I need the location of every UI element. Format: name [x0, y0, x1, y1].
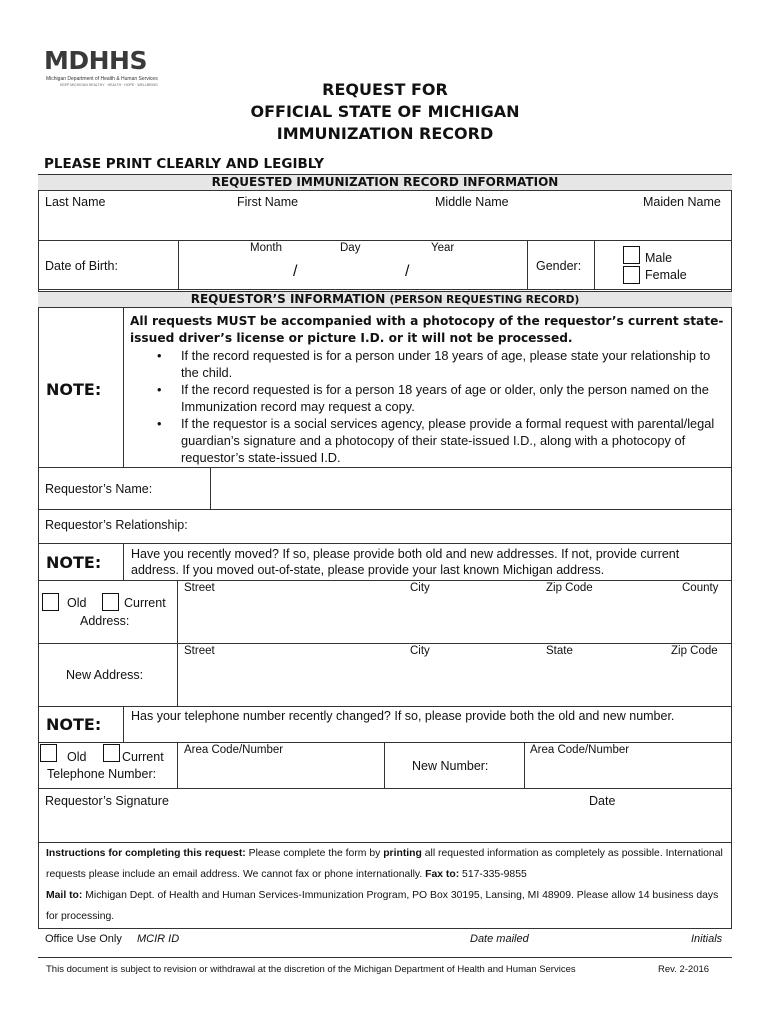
new-number-label: New Number:	[412, 759, 489, 773]
old-phone-label: Old	[67, 750, 87, 764]
phone-note-label: NOTE:	[46, 715, 102, 734]
form-title	[200, 79, 570, 145]
note-bullet-list	[130, 347, 730, 466]
note-bullet-18-or-older: • If the record requested is for a person 18 years of age or older, only the person named on the Immunization record may request a copy.	[130, 381, 730, 415]
old-street-label: Street	[184, 582, 215, 594]
address-label: Address:	[80, 614, 130, 628]
id-note-label: NOTE:	[46, 380, 102, 399]
id-requirement-note	[130, 313, 730, 466]
requestor-relationship-input[interactable]	[206, 511, 730, 542]
instructions-block	[46, 843, 730, 927]
male-label: Male	[645, 251, 673, 265]
old-address-label: Old	[67, 596, 87, 610]
gender-label: Gender:	[536, 259, 582, 273]
logo-subtitle: Michigan Department of Health & Human Services	[46, 76, 158, 82]
month-label: Month	[250, 242, 282, 254]
printing-emphasis: printing	[383, 848, 422, 859]
current-phone-label: Current	[122, 750, 164, 764]
logo-tagline: KEEP MICHIGAN HEALTHY · HEALTH · HOPE · WELLBEING	[60, 83, 158, 87]
table-right-border	[731, 174, 732, 929]
last-name-label: Last Name	[45, 195, 106, 209]
signature-date-label: Date	[589, 794, 616, 808]
title-line-2: OFFICIAL STATE OF MICHIGAN	[250, 102, 520, 121]
mcir-id-label: MCIR ID	[137, 933, 180, 945]
date-of-birth-label: Date of Birth:	[45, 259, 118, 273]
old-city-label: City	[410, 582, 430, 594]
title-line-3: IMMUNIZATION RECORD	[276, 124, 494, 143]
middle-name-label: Middle Name	[435, 195, 509, 209]
old-area-code-number-label: Area Code/Number	[184, 744, 284, 756]
new-address-label: New Address:	[66, 668, 144, 682]
old-address-checkbox[interactable]	[42, 593, 59, 611]
note-bullet-social-services: • If the requestor is a social services agency, please provide a formal request with parental/legal guardian’s signature and a photocopy of their state-issued I.D., along with a photocopy of requestor’s state-issued I.D.	[130, 415, 730, 466]
old-zip-code-label: Zip Code	[546, 582, 593, 594]
requestor-name-input[interactable]	[212, 469, 730, 508]
new-street-label: Street	[184, 645, 215, 657]
note-bullet-under-18: • If the record requested is for a person under 18 years of age, please state your relationship to the child.	[130, 347, 730, 381]
footer-disclaimer: This document is subject to revision or withdrawal at the discretion of the Michigan Department of Health and Human Services	[46, 964, 576, 975]
current-phone-checkbox[interactable]	[103, 744, 120, 762]
new-area-code-number-label: Area Code/Number	[530, 744, 630, 756]
maiden-name-label: Maiden Name	[643, 195, 721, 209]
instructions-label: Instructions for completing this request:	[46, 848, 246, 859]
mail-paragraph	[46, 885, 730, 927]
requestor-relationship-label: Requestor’s Relationship:	[45, 518, 188, 532]
old-current-phone-input[interactable]	[180, 759, 380, 787]
mail-address: Michigan Dept. of Health and Human Services-Immunization Program, PO Box 30195, Lansing, MI 48909. Please allow 14 business days for processing.	[46, 890, 719, 922]
date-mailed-label: Date mailed	[470, 933, 529, 945]
record-section-header: REQUESTED IMMUNIZATION RECORD INFORMATION	[38, 174, 732, 191]
new-state-label: State	[546, 645, 573, 657]
new-city-label: City	[410, 645, 430, 657]
table-left-border	[38, 174, 39, 929]
year-label: Year	[431, 242, 455, 254]
requestor-signature-label: Requestor’s Signature	[45, 794, 169, 808]
new-phone-input[interactable]	[527, 759, 730, 787]
address-note-label: NOTE:	[46, 553, 102, 572]
office-use-label: Office Use Only	[45, 933, 122, 945]
print-clearly-instruction: PLEASE PRINT CLEARLY AND LEGIBLY	[44, 156, 325, 172]
name-input-area[interactable]	[39, 211, 731, 240]
new-address-input[interactable]	[180, 660, 730, 704]
requestor-section-header	[38, 291, 732, 308]
date-of-birth-input[interactable]	[180, 256, 526, 288]
male-checkbox[interactable]	[623, 246, 640, 264]
female-label: Female	[645, 268, 687, 282]
address-note-text: Have you recently moved? If so, please provide both old and new addresses. If not, provide current address. If you moved out-of-state, please provide your last known Michigan address.	[131, 547, 680, 577]
day-label: Day	[340, 242, 361, 254]
instructions-paragraph: Instructions for completing this request: Please complete the form by printing all requested information as completely as possible. International requests please include an email address. We cannot fax or phone internationally. Fax to: 517-335-9855	[46, 848, 723, 880]
logo-wordmark: MDHHS	[44, 46, 147, 75]
requestor-header-sub: (PERSON REQUESTING RECORD)	[389, 294, 580, 306]
signature-date-input[interactable]	[585, 810, 729, 840]
title-line-1: REQUEST FOR	[322, 80, 448, 99]
first-name-label: First Name	[237, 195, 299, 209]
female-checkbox[interactable]	[623, 266, 640, 284]
fax-number: 517-335-9855	[459, 869, 527, 880]
old-current-address-input[interactable]	[180, 597, 730, 641]
revision-number: Rev. 2-2016	[658, 964, 710, 975]
fax-label: Fax to:	[425, 869, 460, 880]
initials-label: Initials	[691, 933, 723, 945]
dob-slash-1: /	[293, 263, 298, 280]
current-address-label: Current	[124, 596, 166, 610]
mail-label: Mail to:	[46, 890, 83, 901]
old-county-label: County	[682, 582, 719, 594]
new-zip-code-label: Zip Code	[671, 645, 718, 657]
requestor-name-label: Requestor’s Name:	[45, 482, 153, 496]
current-address-checkbox[interactable]	[102, 593, 119, 611]
requestor-header-main: REQUESTOR’S INFORMATION	[190, 292, 386, 306]
telephone-number-label: Telephone Number:	[47, 767, 157, 781]
dob-slash-2: /	[405, 263, 410, 280]
old-phone-checkbox[interactable]	[40, 744, 57, 762]
id-requirement-text: All requests MUST be accompanied with a photocopy of the requestor’s current state-issued driver’s license or picture I.D. or it will not be processed.	[130, 314, 724, 345]
phone-note-text: Has your telephone number recently changed? If so, please provide both the old and new number.	[131, 709, 675, 723]
mdhhs-logo	[44, 46, 156, 86]
signature-input[interactable]	[40, 810, 580, 840]
